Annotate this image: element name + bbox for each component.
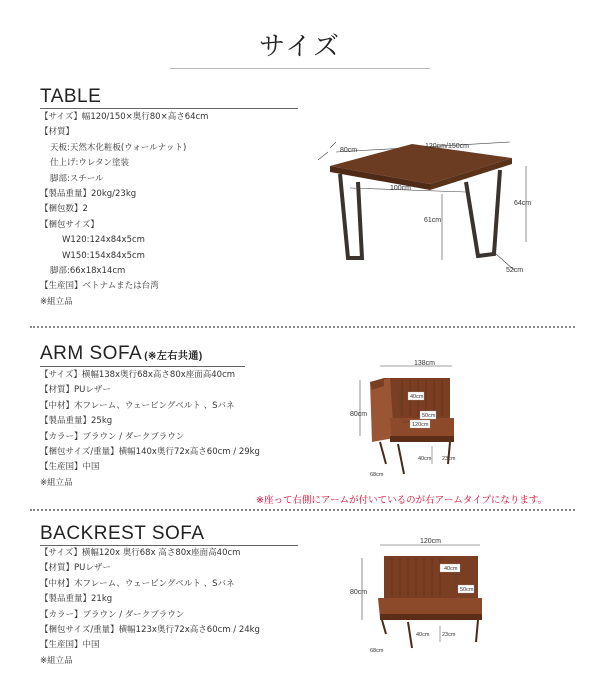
backrest-sofa-height-dim: 80cm	[350, 589, 368, 596]
spec-line: 【製品重量】20kg/23kg	[40, 188, 137, 199]
arm-sofa-width-dim: 138cm	[414, 360, 436, 367]
arm-sofa-heading-rule	[40, 366, 245, 367]
spec-line: 【材質】PUレザー	[40, 563, 111, 574]
arm-sofa-arm-dim: 50cm	[422, 413, 436, 419]
spec-line: 仕上げ:ウレタン塗装	[50, 158, 130, 169]
spec-line: 【梱包サイズ】	[40, 219, 99, 230]
arm-sofa-heading	[40, 343, 203, 365]
spec-line: 【カラー】ブラウン / ダークブラウン	[40, 431, 185, 442]
table-depth-dim: 80cm	[340, 147, 358, 154]
spec-line: 【材質】	[40, 127, 75, 138]
backrest-sofa-width-dim: 120cm	[420, 538, 442, 545]
backrest-sofa-spec-list	[40, 546, 260, 669]
spec-line: ※組立品	[40, 477, 73, 488]
arm-type-note: ※座って右側にアームが付いているのが右アームタイプになります。	[256, 495, 548, 506]
spec-line: 【製品重量】25kg	[40, 416, 113, 427]
page-title: サイズ	[259, 32, 341, 62]
arm-sofa-back-dim: 40cm	[410, 394, 424, 400]
spec-line: ※組立品	[40, 655, 73, 666]
spec-line: 天板:天然木化粧板(ウォールナット)	[50, 142, 187, 153]
arm-sofa-illustration	[350, 356, 470, 486]
spec-line: 【中材】木フレーム、ウェービングベルト 、Sバネ	[40, 578, 235, 589]
spec-line: 【製品重量】21kg	[40, 594, 113, 605]
backrest-sofa-seat-height-dim: 40cm	[416, 632, 430, 638]
table-heading-rule	[40, 108, 298, 109]
arm-sofa-seat-depth-dim: 23cm	[442, 456, 456, 462]
spec-line: 【中材】木フレーム、ウェービングベルト 、Sバネ	[40, 400, 235, 411]
spec-line: 【梱包サイズ/重量】横幅140x奥行72x高さ60cm / 29kg	[40, 446, 260, 457]
spec-line: W150:154x84x5cm	[62, 250, 145, 261]
spec-line: 脚部:66x18x14cm	[50, 265, 126, 276]
spec-line: 【梱包サイズ/重量】横幅123x奥行72x高さ60cm / 24kg	[40, 624, 260, 635]
section-divider	[30, 509, 575, 511]
arm-sofa-seat-width-dim: 120cm	[412, 422, 429, 428]
table-heading: TABLE	[40, 86, 102, 107]
backrest-sofa-depth-dim: 68cm	[370, 648, 384, 654]
spec-line: 【生産国】中国	[40, 640, 100, 651]
spec-line: 【材質】PUレザー	[40, 385, 111, 396]
backrest-sofa-seat-depth-dim: 23cm	[442, 632, 456, 638]
spec-line: 【カラー】ブラウン / ダークブラウン	[40, 609, 185, 620]
backrest-sofa-heading: BACKREST SOFA	[40, 523, 205, 544]
table-width-dim: 120cm/150cm	[425, 143, 469, 150]
arm-sofa-heading-note: (※左右共通)	[144, 351, 203, 362]
table-illustration	[300, 130, 570, 280]
title-divider	[170, 68, 430, 69]
table-inner-height-dim: 61cm	[424, 217, 442, 224]
arm-sofa-height-dim: 80cm	[350, 411, 368, 418]
spec-line: 脚部:スチール	[50, 173, 104, 184]
table-inner-width-dim: 100cm	[390, 185, 412, 192]
arm-sofa-heading-text: ARM SOFA	[40, 343, 143, 364]
backrest-sofa-arm-dim: 50cm	[460, 587, 474, 593]
arm-sofa-seat-height-dim: 40cm	[418, 456, 432, 462]
spec-line: 【梱包数】2	[40, 204, 88, 215]
arm-sofa-depth-dim: 68cm	[370, 472, 384, 478]
table-leg-depth-dim: 52cm	[506, 267, 524, 274]
spec-line: 【サイズ】横幅120x 奥行68x 高さ80x座面高40cm	[40, 548, 241, 558]
spec-line: W120:124x84x5cm	[62, 235, 145, 246]
arm-sofa-spec-list	[40, 368, 260, 491]
table-spec-list	[40, 110, 208, 310]
spec-line: 【サイズ】幅120/150×奥行80×高さ64cm	[40, 112, 209, 122]
spec-line: ※組立品	[40, 296, 73, 307]
spec-line: 【生産国】ベトナムまたは台湾	[40, 281, 159, 292]
backrest-sofa-back-dim: 40cm	[444, 566, 458, 572]
section-divider	[30, 326, 575, 328]
spec-line: 【生産国】中国	[40, 462, 100, 473]
backrest-sofa-illustration	[350, 530, 490, 660]
table-height-dim: 64cm	[514, 200, 532, 207]
spec-line: 【サイズ】横幅138x奥行68x高さ80x座面高40cm	[40, 370, 236, 380]
